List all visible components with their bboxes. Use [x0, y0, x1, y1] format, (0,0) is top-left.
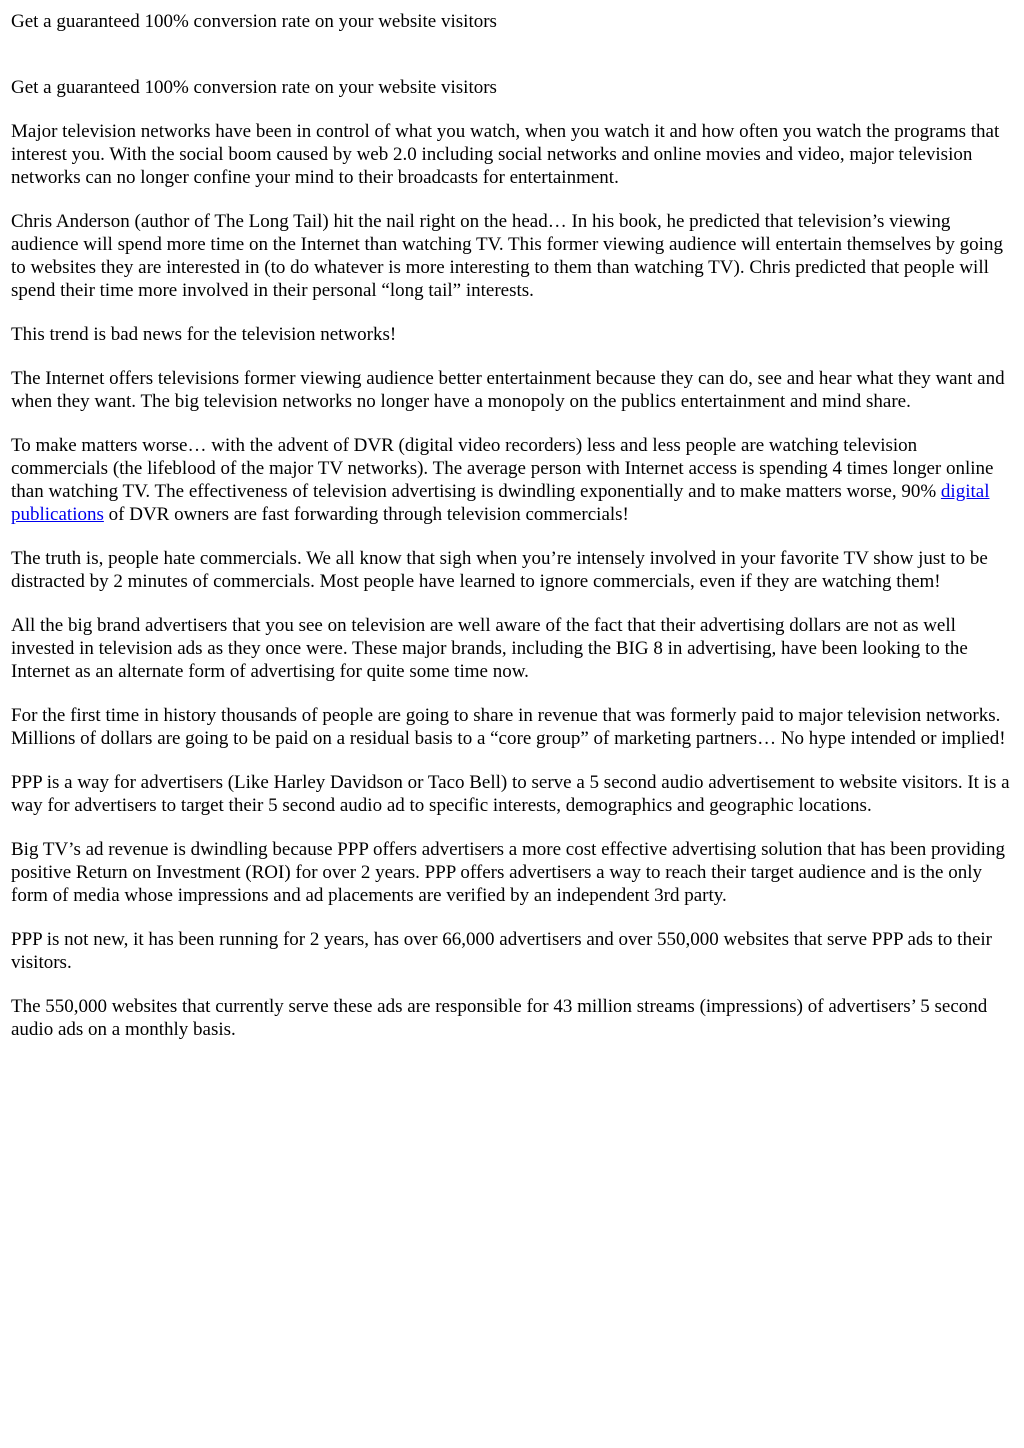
paragraph-ppp-not-new: PPP is not new, it has been running for 2 years, has over 66,000 advertisers and over 550,000 websites that serve PPP ads to their visitors.: [11, 929, 992, 973]
document-title: Get a guaranteed 100% conversion rate on your website visitors: [11, 11, 497, 32]
article-heading: Get a guaranteed 100% conversion rate on your website visitors: [11, 77, 497, 98]
paragraph-dvr: [11, 434, 1014, 526]
paragraph-bad-news: This trend is bad news for the television networks!: [11, 324, 397, 345]
digital-publications-link[interactable]: digital publications: [11, 481, 990, 525]
paragraph-ppp-way: PPP is a way for advertisers (Like Harley Davidson or Taco Bell) to serve a 5 second audio advertisement to website visitors. It is a way for advertisers to target their 5 second audio ad to specific interests, demographics and geographic locations.: [11, 772, 1010, 816]
paragraph-chris-anderson: Chris Anderson (author of The Long Tail) hit the nail right on the head… In his book, he predicted that television’s viewing audience will spend more time on the Internet than watching TV. This former viewing audience will entertain themselves by going to websites they are interested in (to do whatever is more interesting to them than watching TV). Chris predicted that people will spend their time more involved in their personal “long tail” interests.: [11, 211, 1003, 301]
paragraph-major-networks: Major television networks have been in control of what you watch, when you watch it and how often you watch the programs that interest you. With the social boom caused by web 2.0 including social networks and online movies and video, major television networks can no longer confine your mind to their broadcasts for entertainment.: [11, 121, 1000, 188]
paragraph-big-brand-advertisers: All the big brand advertisers that you see on television are well aware of the fact that their advertising dollars are not as well invested in television ads as they once were. These major brands, including the BIG 8 in advertising, have been looking to the Internet as an alternate form of advertising for quite some time now.: [11, 615, 968, 682]
paragraph-share-revenue: For the first time in history thousands of people are going to share in revenue that was formerly paid to major television networks. Millions of dollars are going to be paid on a residual basis to a “core group” of marketing partners… No hype intended or implied!: [11, 705, 1006, 749]
paragraph-big-tv-revenue: Big TV’s ad revenue is dwindling because PPP offers advertisers a more cost effective advertising solution that has been providing positive Return on Investment (ROI) for over 2 years. PPP offers advertisers a way to reach their target audience and is the only form of media whose impressions and ad placements are verified by an independent 3rd party.: [11, 839, 1005, 906]
paragraph-hate-commercials: The truth is, people hate commercials. We all know that sigh when you’re intensely involved in your favorite TV show just to be distracted by 2 minutes of commercials. Most people have learned to ignore commercials, even if they are watching them!: [11, 548, 988, 592]
paragraph-550000-websites: The 550,000 websites that currently serve these ads are responsible for 43 million streams (impressions) of advertisers’ 5 second audio ads on a monthly basis.: [11, 996, 988, 1040]
paragraph-dvr-text-before: To make matters worse… with the advent of DVR (digital video recorders) less and less people are watching television commercials (the lifeblood of the major TV networks). The average person with Internet access is spending 4 times longer online than watching TV. The effectiveness of television advertising is dwindling exponentially and to make matters worse, 90%: [11, 435, 994, 502]
paragraph-internet-offers: The Internet offers televisions former viewing audience better entertainment because they can do, see and hear what they want and when they want. The big television networks no longer have a monopoly on the publics entertainment and mind share.: [11, 368, 1005, 412]
paragraph-dvr-text-after: of DVR owners are fast forwarding through television commercials!: [103, 504, 629, 525]
